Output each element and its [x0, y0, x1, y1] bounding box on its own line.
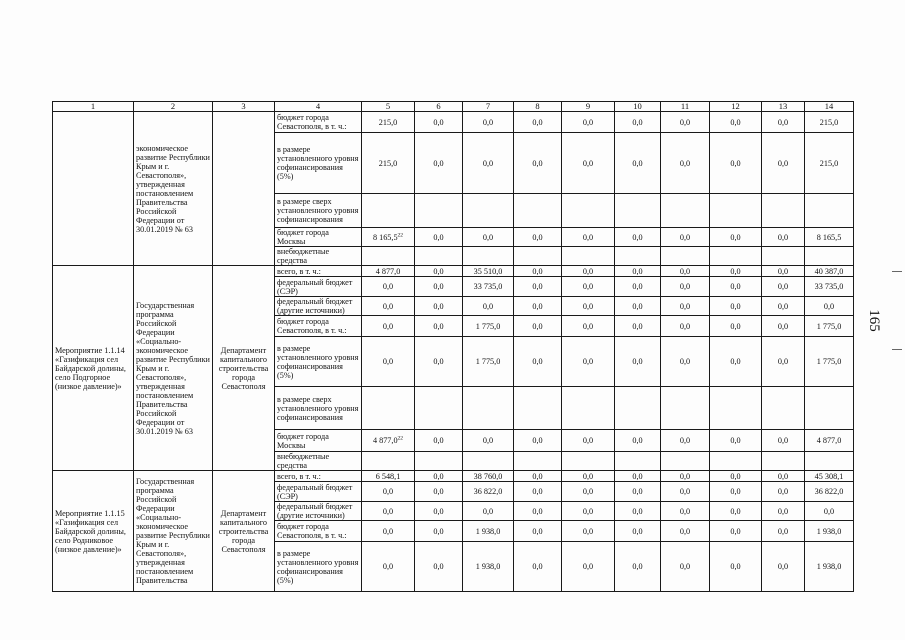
- value-cell: [514, 387, 562, 430]
- value-text: 4 877,0: [372, 436, 398, 445]
- value-cell: 0,0: [710, 521, 762, 542]
- value-cell: 1 775,0: [805, 316, 854, 337]
- value-cell: [415, 194, 463, 228]
- footnote-ref: 22: [397, 231, 404, 238]
- value-text: 8 165,5: [372, 232, 398, 242]
- value-cell: [562, 247, 615, 266]
- value-cell: 6 548,1: [362, 471, 415, 482]
- value-cell: 0,0: [710, 277, 762, 297]
- value-cell: 0,0: [562, 266, 615, 277]
- value-cell: 0,0: [661, 337, 710, 387]
- value-cell: 0,0: [514, 521, 562, 542]
- value-cell: [710, 247, 762, 266]
- value-cell: 0,0: [661, 430, 710, 452]
- value-cell: [710, 194, 762, 228]
- value-cell: 0,0: [415, 266, 463, 277]
- value-cell: 0,0: [415, 316, 463, 337]
- value-cell: 0,0: [762, 297, 805, 316]
- value-cell: [762, 387, 805, 430]
- value-cell: [710, 452, 762, 471]
- value-cell: 0,0: [661, 277, 710, 297]
- value-cell: 0,0: [415, 471, 463, 482]
- header-cell: 9: [562, 102, 615, 112]
- value-cell: 0,0: [463, 133, 514, 194]
- value-cell: [362, 452, 415, 471]
- value-cell: 0,0: [415, 297, 463, 316]
- funding-source-cell: в размере установленного уровня софинансирования (5%): [275, 542, 362, 592]
- value-cell: 0,0: [710, 482, 762, 502]
- header-cell: 7: [463, 102, 514, 112]
- value-cell: [463, 452, 514, 471]
- value-cell: 0,0: [562, 133, 615, 194]
- header-cell: 3: [213, 102, 275, 112]
- value-cell: 0,0: [562, 337, 615, 387]
- funding-source-cell: в размере сверх установленного уровня софинансирования: [275, 194, 362, 228]
- value-cell: [562, 387, 615, 430]
- value-cell: 1 938,0: [805, 542, 854, 592]
- value-cell: 0,0: [562, 316, 615, 337]
- value-cell: [661, 452, 710, 471]
- value-cell: 0,0: [562, 542, 615, 592]
- value-cell: 0,0: [415, 542, 463, 592]
- value-cell: 0,0: [762, 521, 805, 542]
- value-cell: 0,0: [615, 228, 661, 247]
- header-cell: 1: [53, 102, 134, 112]
- value-cell: 0,0: [762, 542, 805, 592]
- value-cell: 0,0: [710, 133, 762, 194]
- value-cell: [562, 194, 615, 228]
- value-cell: 215,0: [362, 133, 415, 194]
- value-cell: 0,0: [415, 228, 463, 247]
- header-cell: 13: [762, 102, 805, 112]
- executor-cell: Департамент капитального строительства города Севастополя: [213, 471, 275, 592]
- value-cell: [615, 247, 661, 266]
- table-row: [53, 112, 854, 133]
- value-cell: 0,0: [362, 482, 415, 502]
- value-cell: 36 822,0: [805, 482, 854, 502]
- value-cell: 0,0: [710, 228, 762, 247]
- value-cell: 0,0: [710, 430, 762, 452]
- value-cell: 0,0: [661, 316, 710, 337]
- value-cell: 0,0: [514, 337, 562, 387]
- header-cell: 14: [805, 102, 854, 112]
- value-cell: 0,0: [615, 297, 661, 316]
- value-cell: 4 877,0: [805, 430, 854, 452]
- value-cell: 0,0: [661, 542, 710, 592]
- value-cell: 0,0: [762, 502, 805, 521]
- value-cell: 35 510,0: [463, 266, 514, 277]
- value-cell: [762, 452, 805, 471]
- value-cell: 0,0: [514, 297, 562, 316]
- value-cell: 0,0: [514, 542, 562, 592]
- program-cell: Государственная программа Российской Федерации «Социально-экономическое развитие Республики Крым и г. Севастополя», утвержденная постановлением Правительства Российской Федерации от 30.01.2019 № 63: [134, 266, 213, 471]
- value-cell: 0,0: [710, 542, 762, 592]
- value-cell: 0,0: [661, 112, 710, 133]
- value-cell: 0,0: [615, 502, 661, 521]
- value-cell: 0,0: [661, 471, 710, 482]
- page-number: 165: [865, 309, 882, 332]
- value-cell: 0,0: [562, 502, 615, 521]
- value-cell: 0,0: [710, 471, 762, 482]
- value-cell: 0,0: [514, 266, 562, 277]
- value-cell: 0,0: [463, 297, 514, 316]
- value-cell: 0,0: [562, 297, 615, 316]
- activity-name-cell: Мероприятие 1.1.14 «Газификация сел Байдарской долины, село Подгорное (низкое давление)»: [53, 266, 134, 471]
- value-cell: [362, 387, 415, 430]
- value-cell: 0,0: [362, 521, 415, 542]
- activity-name-cell: [53, 112, 134, 266]
- header-cell: 5: [362, 102, 415, 112]
- funding-source-cell: федеральный бюджет (СЭР): [275, 277, 362, 297]
- funding-source-cell: федеральный бюджет (СЭР): [275, 482, 362, 502]
- funding-source-cell: внебюджетные средства: [275, 452, 362, 471]
- value-cell: 0,0: [661, 521, 710, 542]
- footnote-ref: 22: [397, 435, 404, 442]
- value-cell: 0,0: [762, 316, 805, 337]
- header-cell: 2: [134, 102, 213, 112]
- program-cell: экономическое развитие Республики Крым и г. Севастополя», утвержденная постановлением Правительства Российской Федерации от 30.01.2019 № 63: [134, 112, 213, 266]
- value-cell: [562, 452, 615, 471]
- value-cell: 0,0: [562, 521, 615, 542]
- funding-source-cell: в размере установленного уровня софинансирования (5%): [275, 337, 362, 387]
- value-cell: 0,0: [562, 430, 615, 452]
- value-cell: 0,0: [514, 482, 562, 502]
- value-cell: 0,0: [661, 228, 710, 247]
- value-cell: 0,0: [661, 297, 710, 316]
- activity-name-cell: Мероприятие 1.1.15 «Газификация сел Байдарской долины, село Родниковое (низкое давление)»: [53, 471, 134, 592]
- value-cell: 0,0: [514, 430, 562, 452]
- value-cell: 215,0: [805, 133, 854, 194]
- value-cell: [661, 247, 710, 266]
- value-cell: 0,0: [710, 266, 762, 277]
- value-cell: 0,0: [463, 228, 514, 247]
- value-cell: 0,0: [615, 337, 661, 387]
- value-cell: [762, 194, 805, 228]
- funding-source-cell: федеральный бюджет (другие источники): [275, 502, 362, 521]
- executor-cell: [213, 112, 275, 266]
- funding-source-cell: бюджет города Москвы: [275, 430, 362, 452]
- funding-source-cell: внебюджетные средства: [275, 247, 362, 266]
- value-cell: 0,0: [463, 502, 514, 521]
- value-cell: 0,0: [463, 430, 514, 452]
- value-cell: [463, 387, 514, 430]
- value-cell: 0,0: [362, 337, 415, 387]
- value-cell: 0,0: [463, 112, 514, 133]
- value-cell: 0,0: [615, 266, 661, 277]
- executor-cell: Департамент капитального строительства города Севастополя: [213, 266, 275, 471]
- value-cell: 0,0: [762, 112, 805, 133]
- value-cell: 0,0: [615, 542, 661, 592]
- value-cell: 0,0: [415, 133, 463, 194]
- value-cell: 0,0: [762, 471, 805, 482]
- value-cell: 0,0: [415, 502, 463, 521]
- value-cell: 0,0: [710, 316, 762, 337]
- value-cell: 0,0: [562, 482, 615, 502]
- value-cell: 8 165,5: [805, 228, 854, 247]
- value-cell: [615, 452, 661, 471]
- value-cell: 0,0: [710, 337, 762, 387]
- value-cell: 4 877,0: [362, 266, 415, 277]
- value-cell: 1 938,0: [463, 521, 514, 542]
- value-cell: [805, 387, 854, 430]
- budget-table: [52, 101, 854, 592]
- header-cell: 8: [514, 102, 562, 112]
- value-cell: 45 308,1: [805, 471, 854, 482]
- value-cell: 0,0: [615, 521, 661, 542]
- value-cell: 36 822,0: [463, 482, 514, 502]
- funding-source-cell: всего, в т. ч.:: [275, 471, 362, 482]
- value-cell: 0,0: [661, 133, 710, 194]
- value-cell: 0,0: [362, 542, 415, 592]
- value-cell: 0,0: [362, 502, 415, 521]
- value-cell: [514, 247, 562, 266]
- value-cell: 0,0: [362, 297, 415, 316]
- funding-source-cell: бюджет города Москвы: [275, 228, 362, 247]
- value-cell: 0,0: [415, 430, 463, 452]
- value-cell: [415, 452, 463, 471]
- value-cell: 33 735,0: [805, 277, 854, 297]
- header-cell: 12: [710, 102, 762, 112]
- value-cell: [710, 387, 762, 430]
- value-cell: 0,0: [805, 502, 854, 521]
- value-cell: 0,0: [514, 133, 562, 194]
- value-cell: 0,0: [615, 482, 661, 502]
- value-cell: 0,0: [562, 471, 615, 482]
- funding-source-cell: всего, в т. ч.:: [275, 266, 362, 277]
- value-cell: 0,0: [661, 482, 710, 502]
- value-cell: 0,0: [415, 112, 463, 133]
- funding-source-cell: бюджет города Севастополя, в т. ч.:: [275, 112, 362, 133]
- value-cell: 1 775,0: [463, 337, 514, 387]
- value-cell: [415, 387, 463, 430]
- funding-source-cell: бюджет города Севастополя, в т. ч.:: [275, 521, 362, 542]
- value-cell: 0,0: [562, 228, 615, 247]
- value-cell: 0,0: [762, 133, 805, 194]
- value-cell: 0,0: [415, 337, 463, 387]
- value-cell: [762, 247, 805, 266]
- value-cell: [362, 247, 415, 266]
- table-row: [53, 266, 854, 277]
- value-cell: 0,0: [661, 502, 710, 521]
- value-cell: [463, 247, 514, 266]
- value-cell: 0,0: [415, 482, 463, 502]
- value-cell: 0,0: [762, 228, 805, 247]
- funding-source-cell: в размере сверх установленного уровня софинансирования: [275, 387, 362, 430]
- value-cell: [615, 194, 661, 228]
- value-cell: [615, 387, 661, 430]
- value-cell: 40 387,0: [805, 266, 854, 277]
- value-cell: 0,0: [615, 133, 661, 194]
- value-cell: [514, 452, 562, 471]
- value-cell: [362, 228, 415, 247]
- value-cell: 0,0: [762, 277, 805, 297]
- funding-source-cell: бюджет города Севастополя, в т. ч.:: [275, 316, 362, 337]
- value-cell: 33 735,0: [463, 277, 514, 297]
- value-cell: 0,0: [562, 112, 615, 133]
- value-cell: 0,0: [514, 112, 562, 133]
- value-cell: 0,0: [615, 316, 661, 337]
- value-cell: 0,0: [805, 297, 854, 316]
- value-cell: [805, 452, 854, 471]
- value-cell: 0,0: [362, 277, 415, 297]
- value-cell: [362, 430, 415, 452]
- funding-source-cell: федеральный бюджет (другие источники): [275, 297, 362, 316]
- value-cell: 0,0: [762, 337, 805, 387]
- value-cell: 0,0: [514, 471, 562, 482]
- value-cell: 0,0: [362, 316, 415, 337]
- value-cell: 0,0: [415, 277, 463, 297]
- value-cell: 0,0: [615, 277, 661, 297]
- value-cell: 0,0: [615, 471, 661, 482]
- header-cell: 10: [615, 102, 661, 112]
- header-row: [53, 102, 854, 112]
- value-cell: 0,0: [562, 277, 615, 297]
- value-cell: 0,0: [762, 430, 805, 452]
- header-cell: 6: [415, 102, 463, 112]
- value-cell: 0,0: [762, 266, 805, 277]
- header-cell: 4: [275, 102, 362, 112]
- program-cell: Государственная программа Российской Федерации «Социально-экономическое развитие Республики Крым и г. Севастополя», утвержденная постановлением Правительства: [134, 471, 213, 592]
- value-cell: [362, 194, 415, 228]
- value-cell: 0,0: [514, 277, 562, 297]
- value-cell: 1 775,0: [805, 337, 854, 387]
- value-cell: 0,0: [615, 430, 661, 452]
- value-cell: 0,0: [762, 482, 805, 502]
- value-cell: [415, 247, 463, 266]
- value-cell: 0,0: [514, 316, 562, 337]
- value-cell: 1 938,0: [463, 542, 514, 592]
- value-cell: 215,0: [362, 112, 415, 133]
- value-cell: [805, 194, 854, 228]
- value-cell: [463, 194, 514, 228]
- value-cell: 0,0: [615, 112, 661, 133]
- punch-mark: [892, 271, 902, 272]
- value-cell: 0,0: [661, 266, 710, 277]
- value-cell: [805, 247, 854, 266]
- value-cell: 215,0: [805, 112, 854, 133]
- value-cell: [514, 194, 562, 228]
- value-cell: [661, 194, 710, 228]
- value-cell: 0,0: [514, 228, 562, 247]
- value-cell: 0,0: [710, 297, 762, 316]
- value-cell: 0,0: [514, 502, 562, 521]
- header-cell: 11: [661, 102, 710, 112]
- value-cell: 0,0: [710, 112, 762, 133]
- value-cell: 1 938,0: [805, 521, 854, 542]
- table-row: [53, 471, 854, 482]
- punch-mark: [892, 349, 902, 350]
- value-cell: 1 775,0: [463, 316, 514, 337]
- value-cell: [661, 387, 710, 430]
- value-cell: 0,0: [710, 502, 762, 521]
- value-cell: 0,0: [415, 521, 463, 542]
- funding-source-cell: в размере установленного уровня софинансирования (5%): [275, 133, 362, 194]
- value-cell: 38 760,0: [463, 471, 514, 482]
